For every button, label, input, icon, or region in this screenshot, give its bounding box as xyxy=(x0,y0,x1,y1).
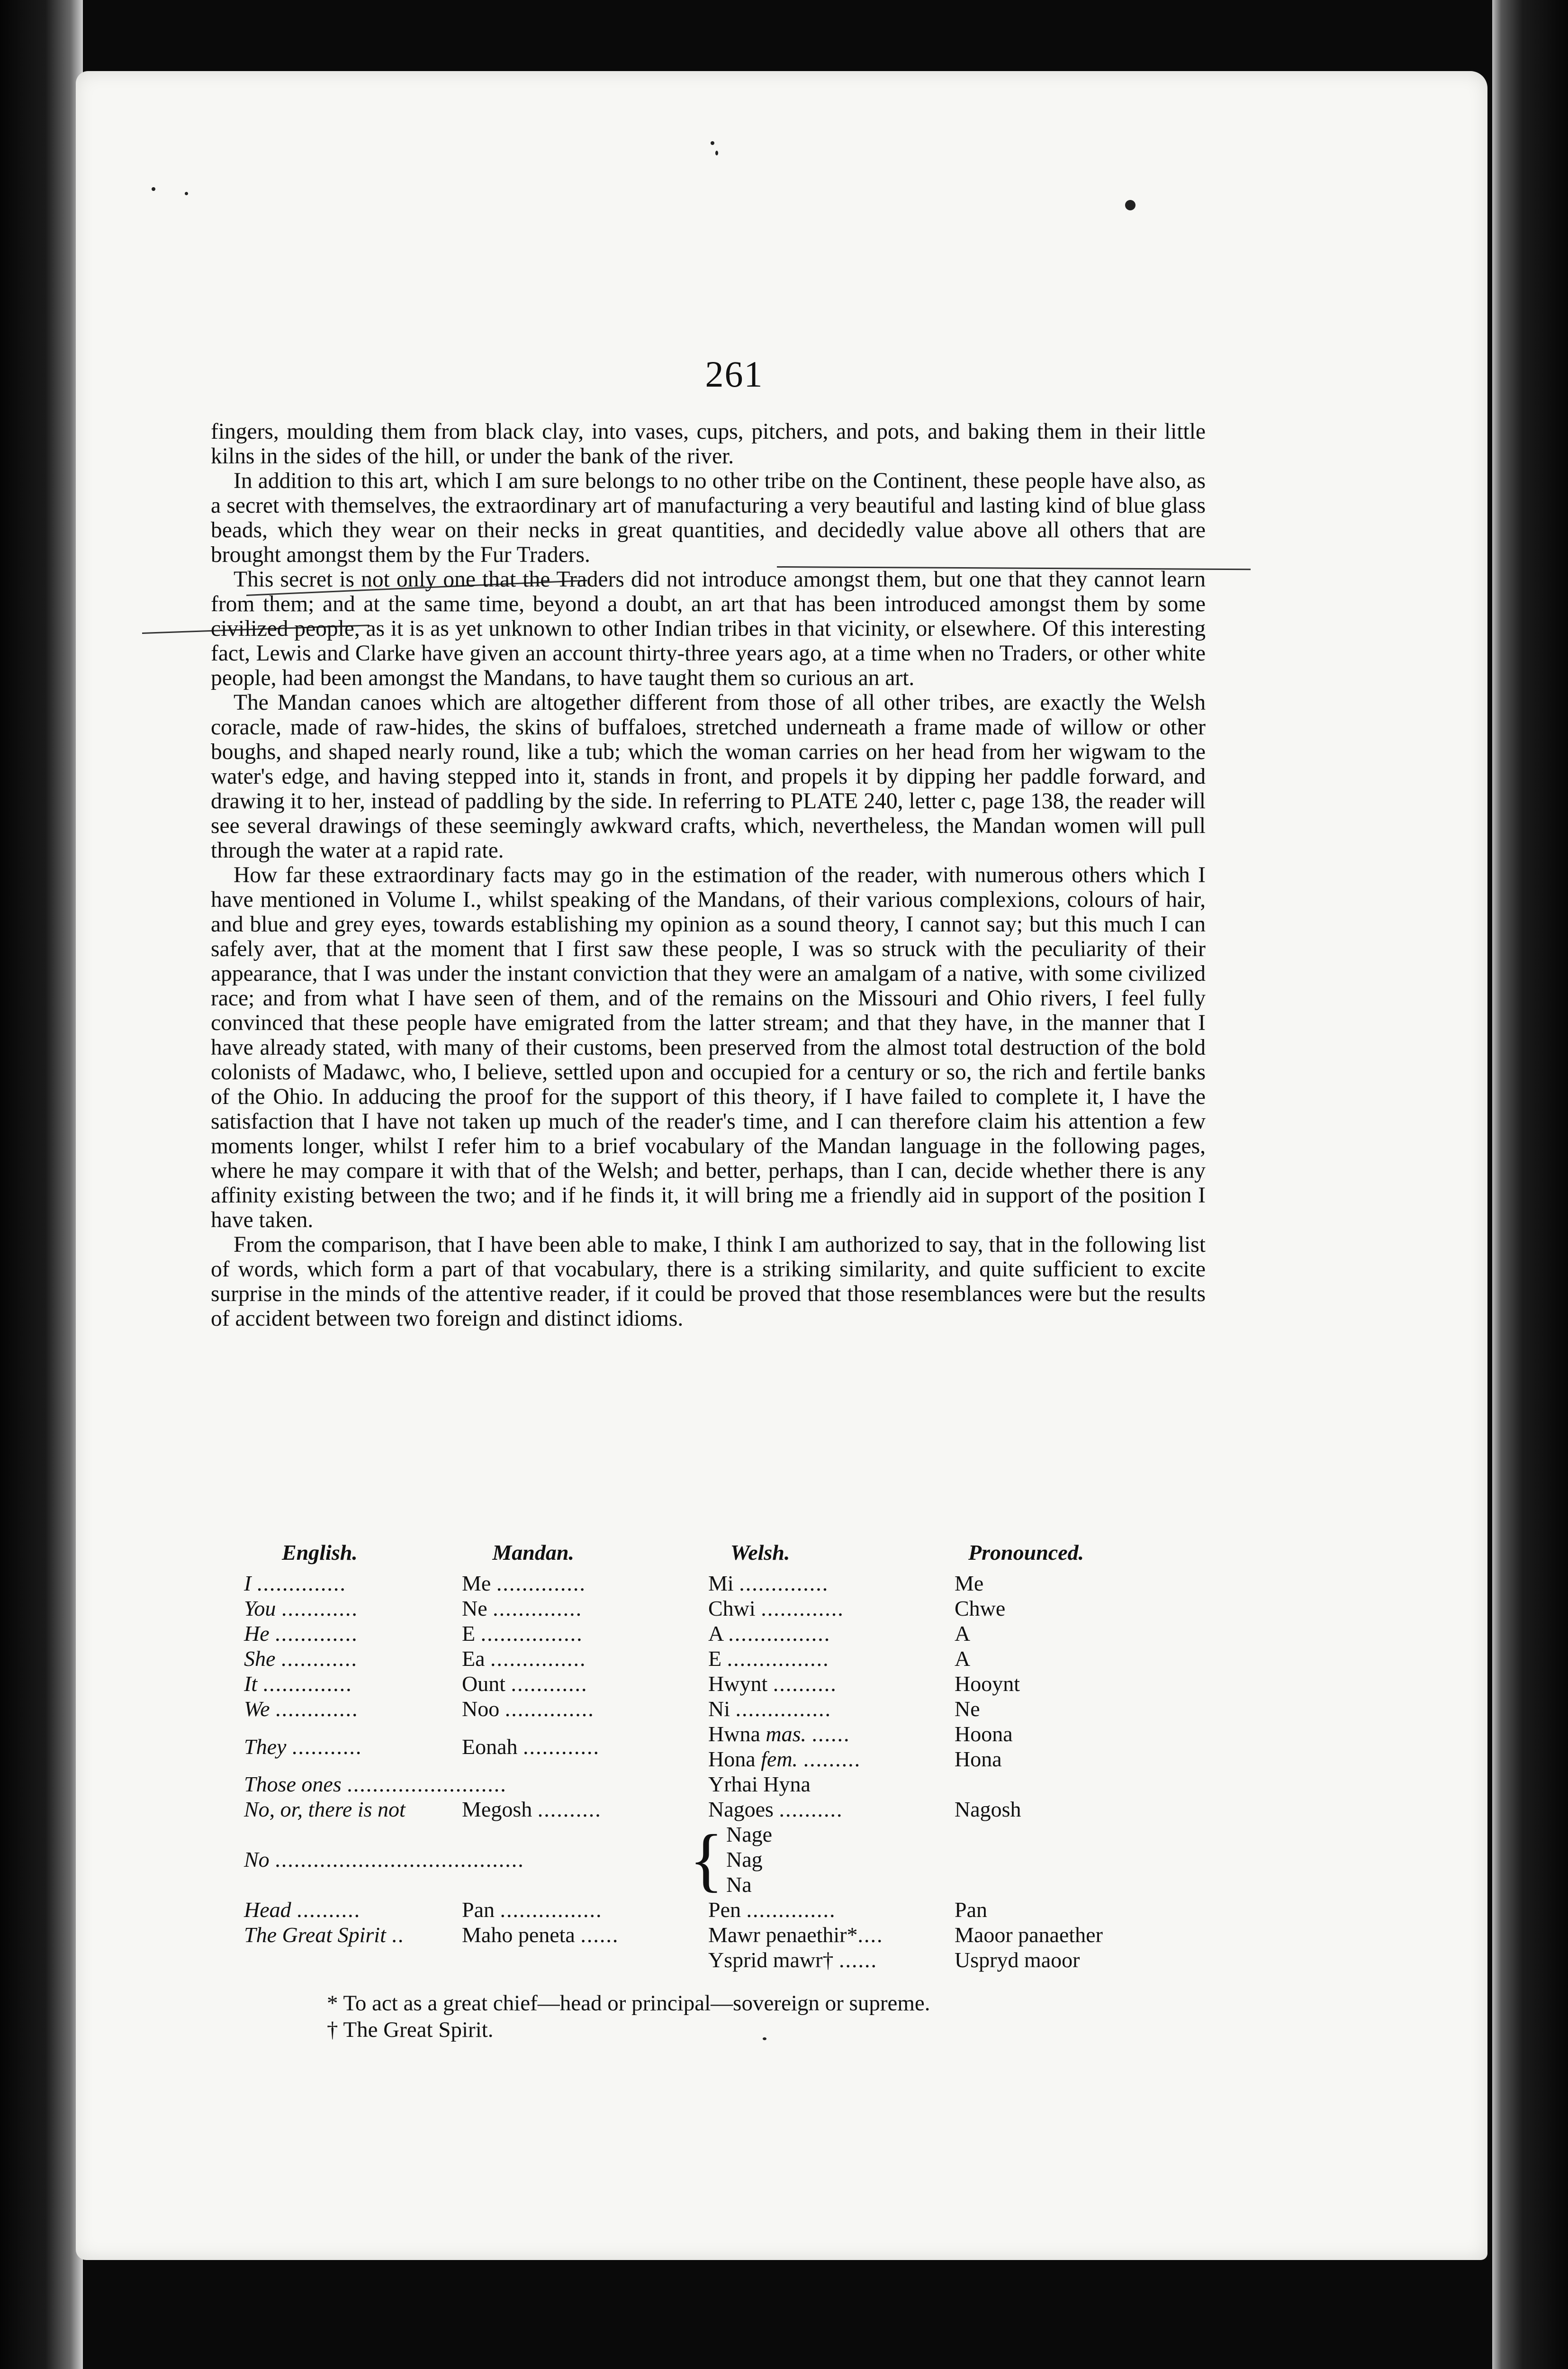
ink-speck xyxy=(185,192,188,195)
footnotes xyxy=(327,1990,1227,2043)
page-number: 261 xyxy=(705,353,764,395)
header-mandan: Mandan. xyxy=(492,1540,574,1564)
ink-speck xyxy=(1125,200,1135,210)
vocabulary-header xyxy=(244,1540,1225,1565)
welsh-word: Mawr penaethir* xyxy=(708,1923,858,1947)
ink-speck xyxy=(715,151,718,155)
header-english: English. xyxy=(282,1540,358,1564)
table-row: He ............. E ................ A ................ A xyxy=(244,1621,1225,1646)
gender-note: mas. xyxy=(766,1722,806,1746)
header-pronounced: Pronounced. xyxy=(968,1540,1084,1564)
table-row: Head .......... Pan ................ Pen .............. Pan xyxy=(244,1897,1225,1922)
table-row: She ............ Ea ............... E ................ A xyxy=(244,1646,1225,1671)
pronounced-word: Me xyxy=(955,1571,984,1595)
english-word: No xyxy=(244,1847,270,1872)
pronounced-word: Maoor panaether xyxy=(955,1923,1103,1947)
table-row: They ........... Eonah ............ Hwna mas. ...... Hona fem. ......... Hoona Hona xyxy=(244,1721,1225,1772)
table-row: No, or, there is not Megosh .......... Nagoes .......... Nagosh xyxy=(244,1797,1225,1822)
body-text xyxy=(211,419,1206,1331)
welsh-word: Ni xyxy=(708,1697,730,1721)
table-row: You ............ Ne .............. Chwi ............. Chwe xyxy=(244,1596,1225,1621)
vocabulary-table xyxy=(244,1540,1225,1972)
welsh-word: Nagoes xyxy=(708,1797,774,1821)
header-welsh: Welsh. xyxy=(730,1540,790,1564)
welsh-word: Chwi xyxy=(708,1596,756,1620)
english-word: I xyxy=(244,1571,252,1595)
table-row: Those ones ......................... Yrhai Hyna xyxy=(244,1772,1225,1797)
english-word: Those ones xyxy=(244,1772,342,1796)
welsh-word: Hwna xyxy=(708,1722,760,1746)
footnote: * To act as a great chief—head or principal—sovereign or supreme. xyxy=(327,1991,930,2016)
scan-border-left xyxy=(0,0,83,2369)
pronounced-word: Uspryd maoor xyxy=(955,1948,1080,1972)
scan-border-right xyxy=(1492,0,1568,2369)
mandan-word: Maho peneta xyxy=(462,1923,575,1947)
ink-speck xyxy=(152,187,155,191)
table-row: The Great Spirit .. Maho peneta ...... Mawr penaethir*.... Ysprid mawr† ...... Maoor panaether Uspryd maoor xyxy=(244,1922,1225,1972)
welsh-word: Na xyxy=(726,1872,752,1897)
welsh-word: Hwynt xyxy=(708,1672,768,1696)
welsh-word: E xyxy=(708,1646,722,1671)
welsh-word: Nag xyxy=(726,1847,763,1872)
mandan-word: Ount xyxy=(462,1672,505,1696)
mandan-word: Pan xyxy=(462,1898,495,1922)
welsh-word: Yrhai Hyna xyxy=(708,1772,811,1796)
pronounced-word: Hoona xyxy=(955,1722,1013,1746)
paragraph: How far these extraordinary facts may go in the estimation of the reader, with numerous others which I have mentioned in Volume I., whilst speaking of the Mandans, of their various complexions, colours of hair, and blue and grey eyes, towards establishing my opinion as a sound theory, I cannot say; but this much I can safely aver, that at the moment that I first saw these people, I was so struck with the peculiarity of their appearance, that I was under the instant conviction that they were an amalgam of a native, with some civilized race; and from what I have seen of them, and of the remains on the Missouri and Ohio rivers, I feel fully convinced that these people have emigrated from the latter stream; and that they have, in the manner that I have already stated, with many of their customs, been preserved from the almost total destruction of the bold colonists of Madawc, who, I believe, settled upon and occupied for a century or so, the rich and fertile banks of the Ohio. In adducing the proof for the support of this theory, if I have failed to complete it, I have the satisfaction that I have not taken up much of the reader's time, and I can therefore claim his attention a few moments longer, whilst I refer him to a brief vocabulary of the Mandan language in the following pages, where he may compare it with that of the Welsh; and better, perhaps, than I can, decide whether there is any affinity existing between the two; and if he finds it, it will bring me a friendly aid in support of the position I have taken. xyxy=(211,863,1206,1232)
table-row: It .............. Ount ............ Hwynt .......... Hooynt xyxy=(244,1671,1225,1696)
pronounced-word: Hooynt xyxy=(955,1672,1020,1696)
paragraph: fingers, moulding them from black clay, into vases, cups, pitchers, and pots, and baking them in their little kilns in the sides of the hill, or under the bank of the river. xyxy=(211,419,1206,469)
english-word: The Great Spirit xyxy=(244,1923,386,1947)
pronounced-word: Hona xyxy=(955,1747,1002,1771)
mandan-word: Noo xyxy=(462,1697,500,1721)
english-word: Head xyxy=(244,1898,291,1922)
brace-symbol: { xyxy=(689,1820,723,1899)
mandan-word: Me xyxy=(462,1571,491,1595)
welsh-word: Pen xyxy=(708,1898,741,1922)
welsh-word: Hona xyxy=(708,1747,756,1771)
table-row: I .............. Me .............. Mi .............. Me xyxy=(244,1571,1225,1596)
mandan-word: Ea xyxy=(462,1646,485,1671)
footnote: † The Great Spirit. xyxy=(327,2017,494,2042)
paragraph: From the comparison, that I have been able to make, I think I am authorized to say, that in the following list of words, which form a part of that vocabulary, there is a striking similarity, and quite sufficient to excite surprise in the minds of the attentive reader, if it could be proved that those resemblances were but the results of accident between two foreign and distinct idioms. xyxy=(211,1232,1206,1331)
welsh-word: A xyxy=(708,1621,723,1646)
mandan-word: Ne xyxy=(462,1596,487,1620)
pronounced-word: Nagosh xyxy=(955,1797,1021,1821)
paragraph: The Mandan canoes which are altogether different from those of all other tribes, are exactly the Welsh coracle, made of raw-hides, the skins of buffaloes, stretched underneath a frame made of willow or other boughs, and shaped nearly round, like a tub; which the woman carries on her head from her wigwam to the water's edge, and having stepped into it, stands in front, and propels it by dipping her paddle forward, and drawing it to her, instead of paddling by the side. In referring to PLATE 240, letter c, page 138, the reader will see several drawings of these seemingly awkward crafts, which, nevertheless, the Mandan women will pull through the water at a rapid rate. xyxy=(211,690,1206,863)
gender-note: fem. xyxy=(761,1747,798,1771)
pronounced-word: Pan xyxy=(955,1898,987,1922)
english-word: You xyxy=(244,1596,276,1620)
welsh-word: Mi xyxy=(708,1571,734,1595)
ink-speck xyxy=(711,141,714,145)
english-word: We xyxy=(244,1697,270,1721)
mandan-word: Eonah xyxy=(462,1734,518,1759)
mandan-word: E xyxy=(462,1621,476,1646)
paragraph: This secret is not only one that the Traders did not introduce amongst them, but one that they cannot learn from them; and at the same time, beyond a doubt, an art that has been introduced amongst them by some civilized people, as it is as yet unknown to other Indian tribes in that vicinity, or elsewhere. Of this interesting fact, Lewis and Clarke have given an account thirty-three years ago, at a time when no Traders, or other white people, had been amongst the Mandans, to have taught them so curious an art. xyxy=(211,567,1206,690)
table-row: We ............. Noo .............. Ni ............... Ne xyxy=(244,1696,1225,1721)
english-word: It xyxy=(244,1672,258,1696)
english-word: They xyxy=(244,1734,287,1759)
welsh-word: Nage xyxy=(726,1822,773,1846)
pronounced-word: Ne xyxy=(955,1697,980,1721)
pronounced-word: A xyxy=(955,1646,971,1671)
mandan-word: Megosh xyxy=(462,1797,532,1821)
english-word: He xyxy=(244,1621,270,1646)
english-word: She xyxy=(244,1646,276,1671)
table-row: No ....................................... { Nage Nag Na xyxy=(244,1820,773,1899)
english-word: No, or, there is not xyxy=(244,1797,406,1821)
pronounced-word: Chwe xyxy=(955,1596,1006,1620)
paragraph: In addition to this art, which I am sure belongs to no other tribe on the Continent, these people have also, as a secret with themselves, the extraordinary art of manufacturing a very beautiful and lasting kind of blue glass beads, which they wear on their necks in great quantities, and decidedly value above all others that are brought amongst them by the Fur Traders. xyxy=(211,469,1206,567)
pronounced-word: A xyxy=(955,1621,971,1646)
welsh-word: Ysprid mawr† xyxy=(708,1948,834,1972)
